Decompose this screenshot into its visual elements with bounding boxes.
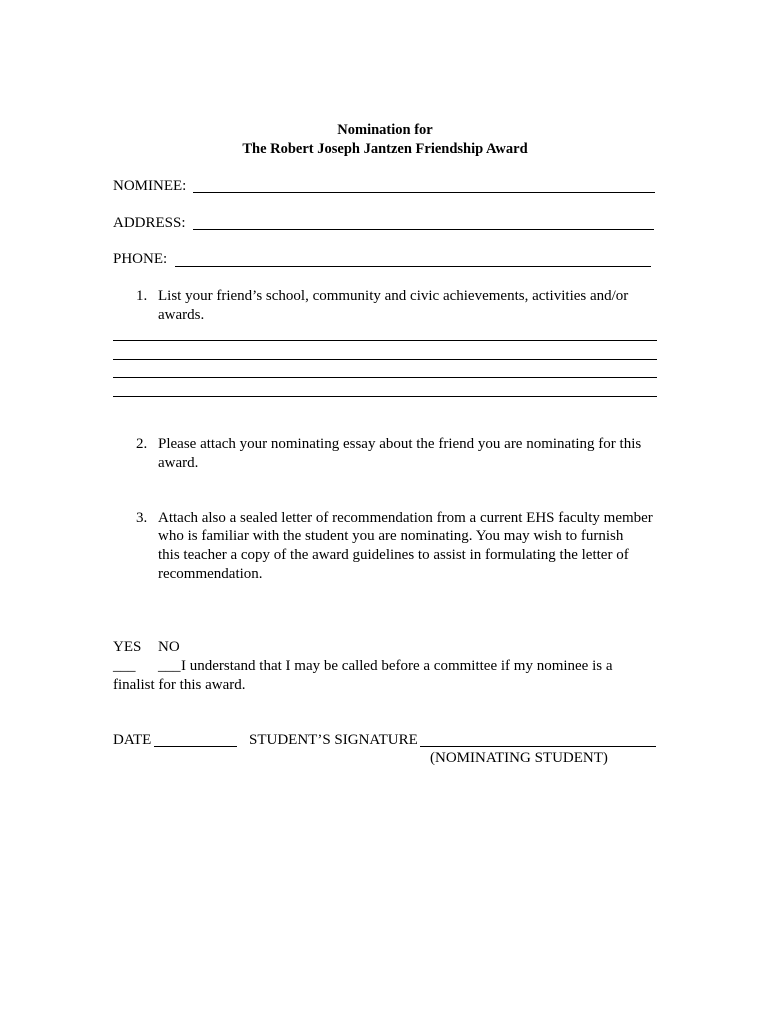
item-3-text-line1: Attach also a sealed letter of recommendation from a current EHS faculty member: [158, 510, 653, 526]
item-1-number: 1.: [136, 288, 148, 304]
form-title-line2: The Robert Joseph Jantzen Friendship Award: [242, 141, 528, 157]
item-3-text-line2: who is familiar with the student you are nominating. You may wish to furnish: [158, 528, 624, 544]
item-1-text-line1: List your friend’s school, community and civic achievements, activities and/or: [158, 288, 629, 304]
signature-label: STUDENT’S SIGNATURE: [249, 732, 418, 748]
form-title-line1: Nomination for: [337, 122, 433, 138]
item-2-number: 2.: [136, 436, 148, 452]
consent-statement: I understand that I may be called before a committee if my nominee is a: [181, 658, 613, 674]
answer-line[interactable]: [113, 396, 657, 397]
no-label: NO: [158, 639, 180, 655]
consent-statement-cont: finalist for this award.: [113, 677, 246, 693]
item-2-text-line2: award.: [158, 455, 199, 471]
nominee-label: NOMINEE:: [113, 178, 187, 194]
item-2-text-line1: Please attach your nominating essay about the friend you are nominating for this: [158, 436, 642, 452]
no-checkbox-blank[interactable]: ___: [158, 658, 181, 674]
signature-note: (NOMINATING STUDENT): [430, 750, 608, 766]
item-3-text-line4: recommendation.: [158, 566, 263, 582]
address-field[interactable]: [193, 229, 654, 230]
date-field[interactable]: [154, 746, 237, 747]
address-label: ADDRESS:: [113, 215, 186, 231]
yes-checkbox-blank[interactable]: ___: [113, 658, 136, 674]
item-3-number: 3.: [136, 510, 148, 526]
nominee-field[interactable]: [193, 192, 655, 193]
date-label: DATE: [113, 732, 152, 748]
answer-line[interactable]: [113, 377, 657, 378]
phone-label: PHONE:: [113, 251, 168, 267]
answer-line[interactable]: [113, 340, 657, 341]
phone-field[interactable]: [175, 266, 651, 267]
answer-line[interactable]: [113, 359, 657, 360]
item-1-text-line2: awards.: [158, 307, 205, 323]
signature-field[interactable]: [420, 746, 656, 747]
item-3-text-line3: this teacher a copy of the award guidelines to assist in formulating the letter of: [158, 547, 629, 563]
yes-label: YES: [113, 639, 142, 655]
